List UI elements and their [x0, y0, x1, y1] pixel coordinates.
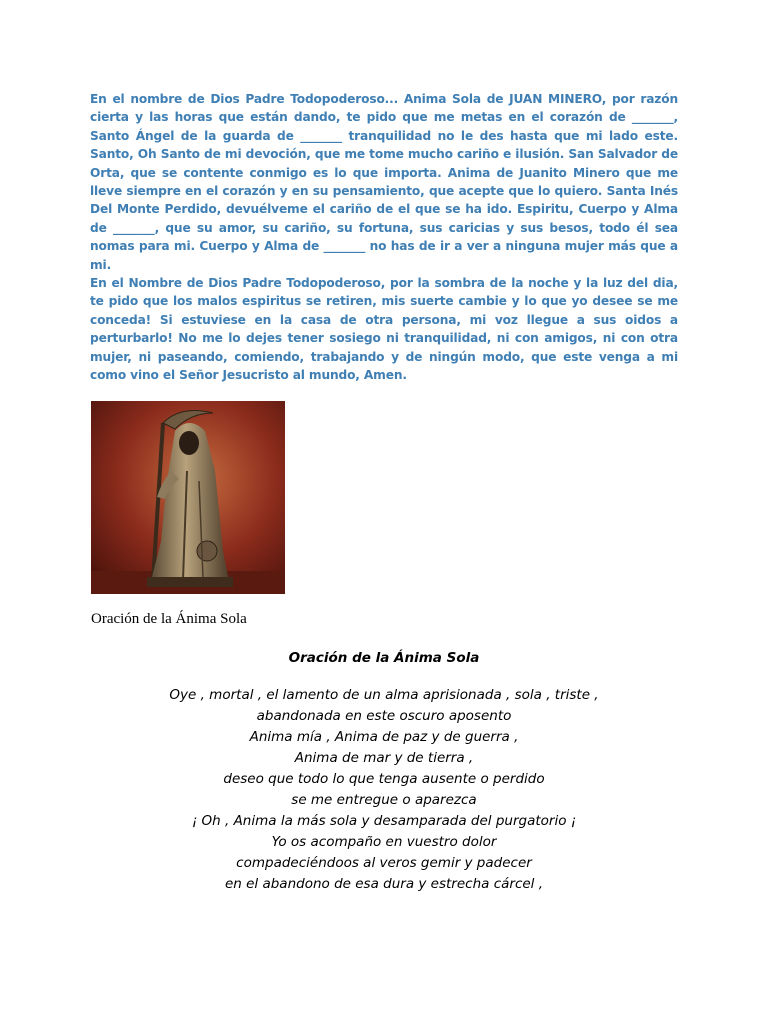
poem-line: abandonada en este oscuro aposento: [256, 708, 512, 724]
image-caption: Oración de la Ánima Sola: [91, 611, 247, 627]
poem-line: Oye , mortal , el lamento de un alma aprisionada , sola , triste ,: [169, 687, 599, 703]
prayer-paragraph-2: En el Nombre de Dios Padre Todopoderoso, por la sombra de la noche y la luz del dia, te pido que los malos espiritus se retiren, mis suerte cambie y lo que yo desee se me conceda! Si estuviese en la casa de otra persona, mi voz llegue a sus oidos a perturbarlo! No me lo dejes tener sosiego ni tranquilidad, ni con amigos, ni con otra mujer, ni paseando, comiendo, trabajando y de ningún modo, que este venga a mi como vino el Señor Jesucristo al mundo, Amen.: [90, 276, 678, 383]
prayer-paragraph-1: En el nombre de Dios Padre Todopoderoso... Anima Sola de JUAN MINERO, por razón cierta y las horas que están dando, te pido que me metas en el corazón de _______, Santo Ángel de la guarda de _______ tranquilidad no le des hasta que mi lado este. Santo, Oh Santo de mi devoción, que me tome mucho cariño e ilusión. San Salvador de Orta, que se contente conmigo es lo que importa. Anima de Juanito Minero que me lleve siempre en el corazón y en su pensamiento, que acepte que lo quiero. Santa Inés Del Monte Perdido, devuélveme el cariño de el que se ha ido. Espiritu, Cuerpo y Alma de _______, que su amor, su cariño, su fortuna, sus caricias y sus besos, todo él sea nomas para mi. Cuerpo y Alma de _______ no has de ir a ver a ninguna mujer más que a mi.: [90, 92, 678, 272]
poem-line: Anima de mar y de tierra ,: [294, 750, 474, 766]
poem-section: [100, 648, 668, 895]
poem-line: en el abandono de esa dura y estrecha cárcel ,: [224, 876, 544, 892]
poem-line: compadeciéndoos al veros gemir y padecer: [236, 855, 532, 871]
prayer-text: [90, 90, 678, 385]
poem-line: ¡ Oh , Anima la más sola y desamparada del purgatorio ¡: [191, 813, 577, 829]
poem-title: Oración de la Ánima Sola: [288, 650, 480, 666]
poem-line: Yo os acompaño en vuestro dolor: [271, 834, 497, 850]
poem-line: deseo que todo lo que tenga ausente o perdido: [223, 771, 545, 787]
poem-line: se me entregue o aparezca: [291, 792, 477, 808]
poem-line: Anima mía , Anima de paz y de guerra ,: [249, 729, 519, 745]
anima-sola-statue-image: [91, 401, 285, 594]
